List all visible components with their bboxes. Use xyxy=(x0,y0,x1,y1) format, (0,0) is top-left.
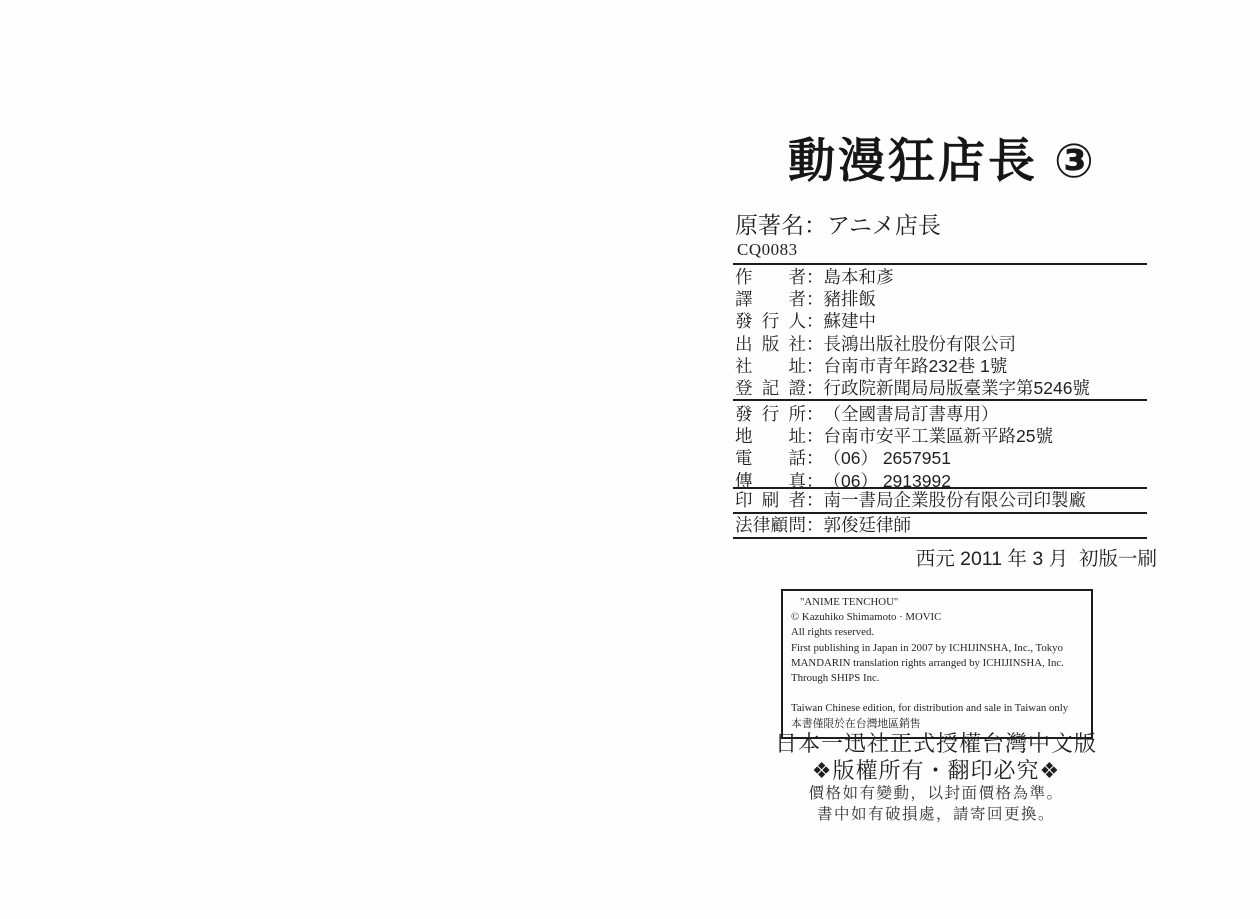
field-colon: ： xyxy=(806,515,824,535)
field-value: 蘇建中 xyxy=(823,311,876,332)
field-value: 南一書局企業股份有限公司印製廠 xyxy=(823,490,1086,510)
footer-block xyxy=(736,730,1136,825)
field-value: 台南市青年路232巷 1號 xyxy=(823,355,1008,376)
publisher-info-block xyxy=(735,266,1147,399)
field-label: 地址 xyxy=(735,426,806,447)
info-row-publishing-house xyxy=(735,333,1147,355)
distributor-info-block xyxy=(735,403,1147,492)
field-value: 行政院新聞局局版臺業字第5246號 xyxy=(823,378,1090,399)
field-colon: ： xyxy=(806,333,824,354)
field-colon: ： xyxy=(806,355,824,376)
field-colon: ： xyxy=(806,426,824,447)
edition-date: 西元 2011 年 3 月 初版一刷 xyxy=(915,548,1157,570)
field-label: 法律顧問 xyxy=(735,515,806,535)
field-colon: ： xyxy=(806,311,824,332)
copyright-line: MANDARIN translation rights arranged by ICHIJINSHA, Inc. xyxy=(791,656,1064,669)
price-note: 價格如有變動，以封面價格為準。 xyxy=(808,785,1064,802)
license-line: 日本一迅社正式授權台灣中文版 xyxy=(774,731,1097,756)
info-row-printer xyxy=(735,489,1147,511)
info-row-address xyxy=(735,425,1147,447)
field-label: 電話 xyxy=(735,448,806,469)
field-label: 傳真 xyxy=(735,470,806,491)
copyright-box xyxy=(781,589,1093,739)
divider-line xyxy=(733,263,1147,265)
divider-line xyxy=(733,537,1147,539)
printer-info-block xyxy=(735,489,1147,511)
rights-notice: ❖版權所有・翻印必究❖ xyxy=(811,758,1061,783)
info-row-legal-advisor xyxy=(735,514,1147,536)
info-row-phone xyxy=(735,447,1147,469)
legal-info-block xyxy=(735,514,1147,536)
field-value: （06） 2913992 xyxy=(823,470,951,491)
field-label: 發行所 xyxy=(735,404,806,424)
copyright-line: All rights reserved. xyxy=(791,626,875,639)
field-colon: ： xyxy=(806,470,824,491)
info-row-translator xyxy=(735,288,1147,310)
field-value: 島本和彥 xyxy=(823,267,894,287)
original-title: 原著名：アニメ店長 xyxy=(735,212,941,238)
copyright-line: Through SHIPS Inc. xyxy=(791,672,880,685)
field-value: （06） 2657951 xyxy=(823,448,951,469)
field-value: 台南市安平工業區新平路25號 xyxy=(823,426,1053,447)
divider-line xyxy=(733,399,1147,401)
field-value: （全國書局訂書專用） xyxy=(823,404,999,424)
field-label: 發行人 xyxy=(735,311,806,332)
info-row-author xyxy=(735,266,1147,288)
copyright-line: © Kazuhiko Shimamoto · MOVIC xyxy=(791,611,942,624)
copyright-line-spacer xyxy=(791,686,1085,701)
field-label: 出版社 xyxy=(735,333,806,354)
field-label: 譯者 xyxy=(735,289,806,310)
field-label: 印刷者 xyxy=(735,490,806,510)
copyright-line: "ANIME TENCHOU" xyxy=(800,596,899,608)
copyright-line: 本書僅限於在台灣地區銷售 xyxy=(791,717,921,730)
serial-code: CQ0083 xyxy=(737,240,798,259)
field-label: 作者 xyxy=(735,267,806,287)
damage-note: 書中如有破損處，請寄回更換。 xyxy=(816,805,1055,823)
info-row-distributor xyxy=(735,403,1147,425)
copyright-line: First publishing in Japan in 2007 by ICHIJINSHA, Inc., Tokyo xyxy=(791,641,1063,654)
info-row-company-address xyxy=(735,355,1147,377)
field-label: 社址 xyxy=(735,355,806,376)
info-row-registration xyxy=(735,377,1147,399)
copyright-line: Taiwan Chinese edition, for distribution and sale in Taiwan only xyxy=(791,702,1069,715)
field-value: 豬排飯 xyxy=(823,289,876,310)
field-colon: ： xyxy=(806,267,824,287)
field-colon: ： xyxy=(806,404,824,424)
field-colon: ： xyxy=(806,448,824,469)
field-label: 登記證 xyxy=(735,378,806,399)
book-title: 動漫狂店長 ③ xyxy=(788,134,1097,187)
info-row-publisher-person xyxy=(735,310,1147,332)
field-colon: ： xyxy=(806,289,824,310)
field-colon: ： xyxy=(806,378,824,399)
field-colon: ： xyxy=(806,490,824,510)
field-value: 郭俊廷律師 xyxy=(823,515,911,535)
field-value: 長鴻出版社股份有限公司 xyxy=(823,333,1016,354)
